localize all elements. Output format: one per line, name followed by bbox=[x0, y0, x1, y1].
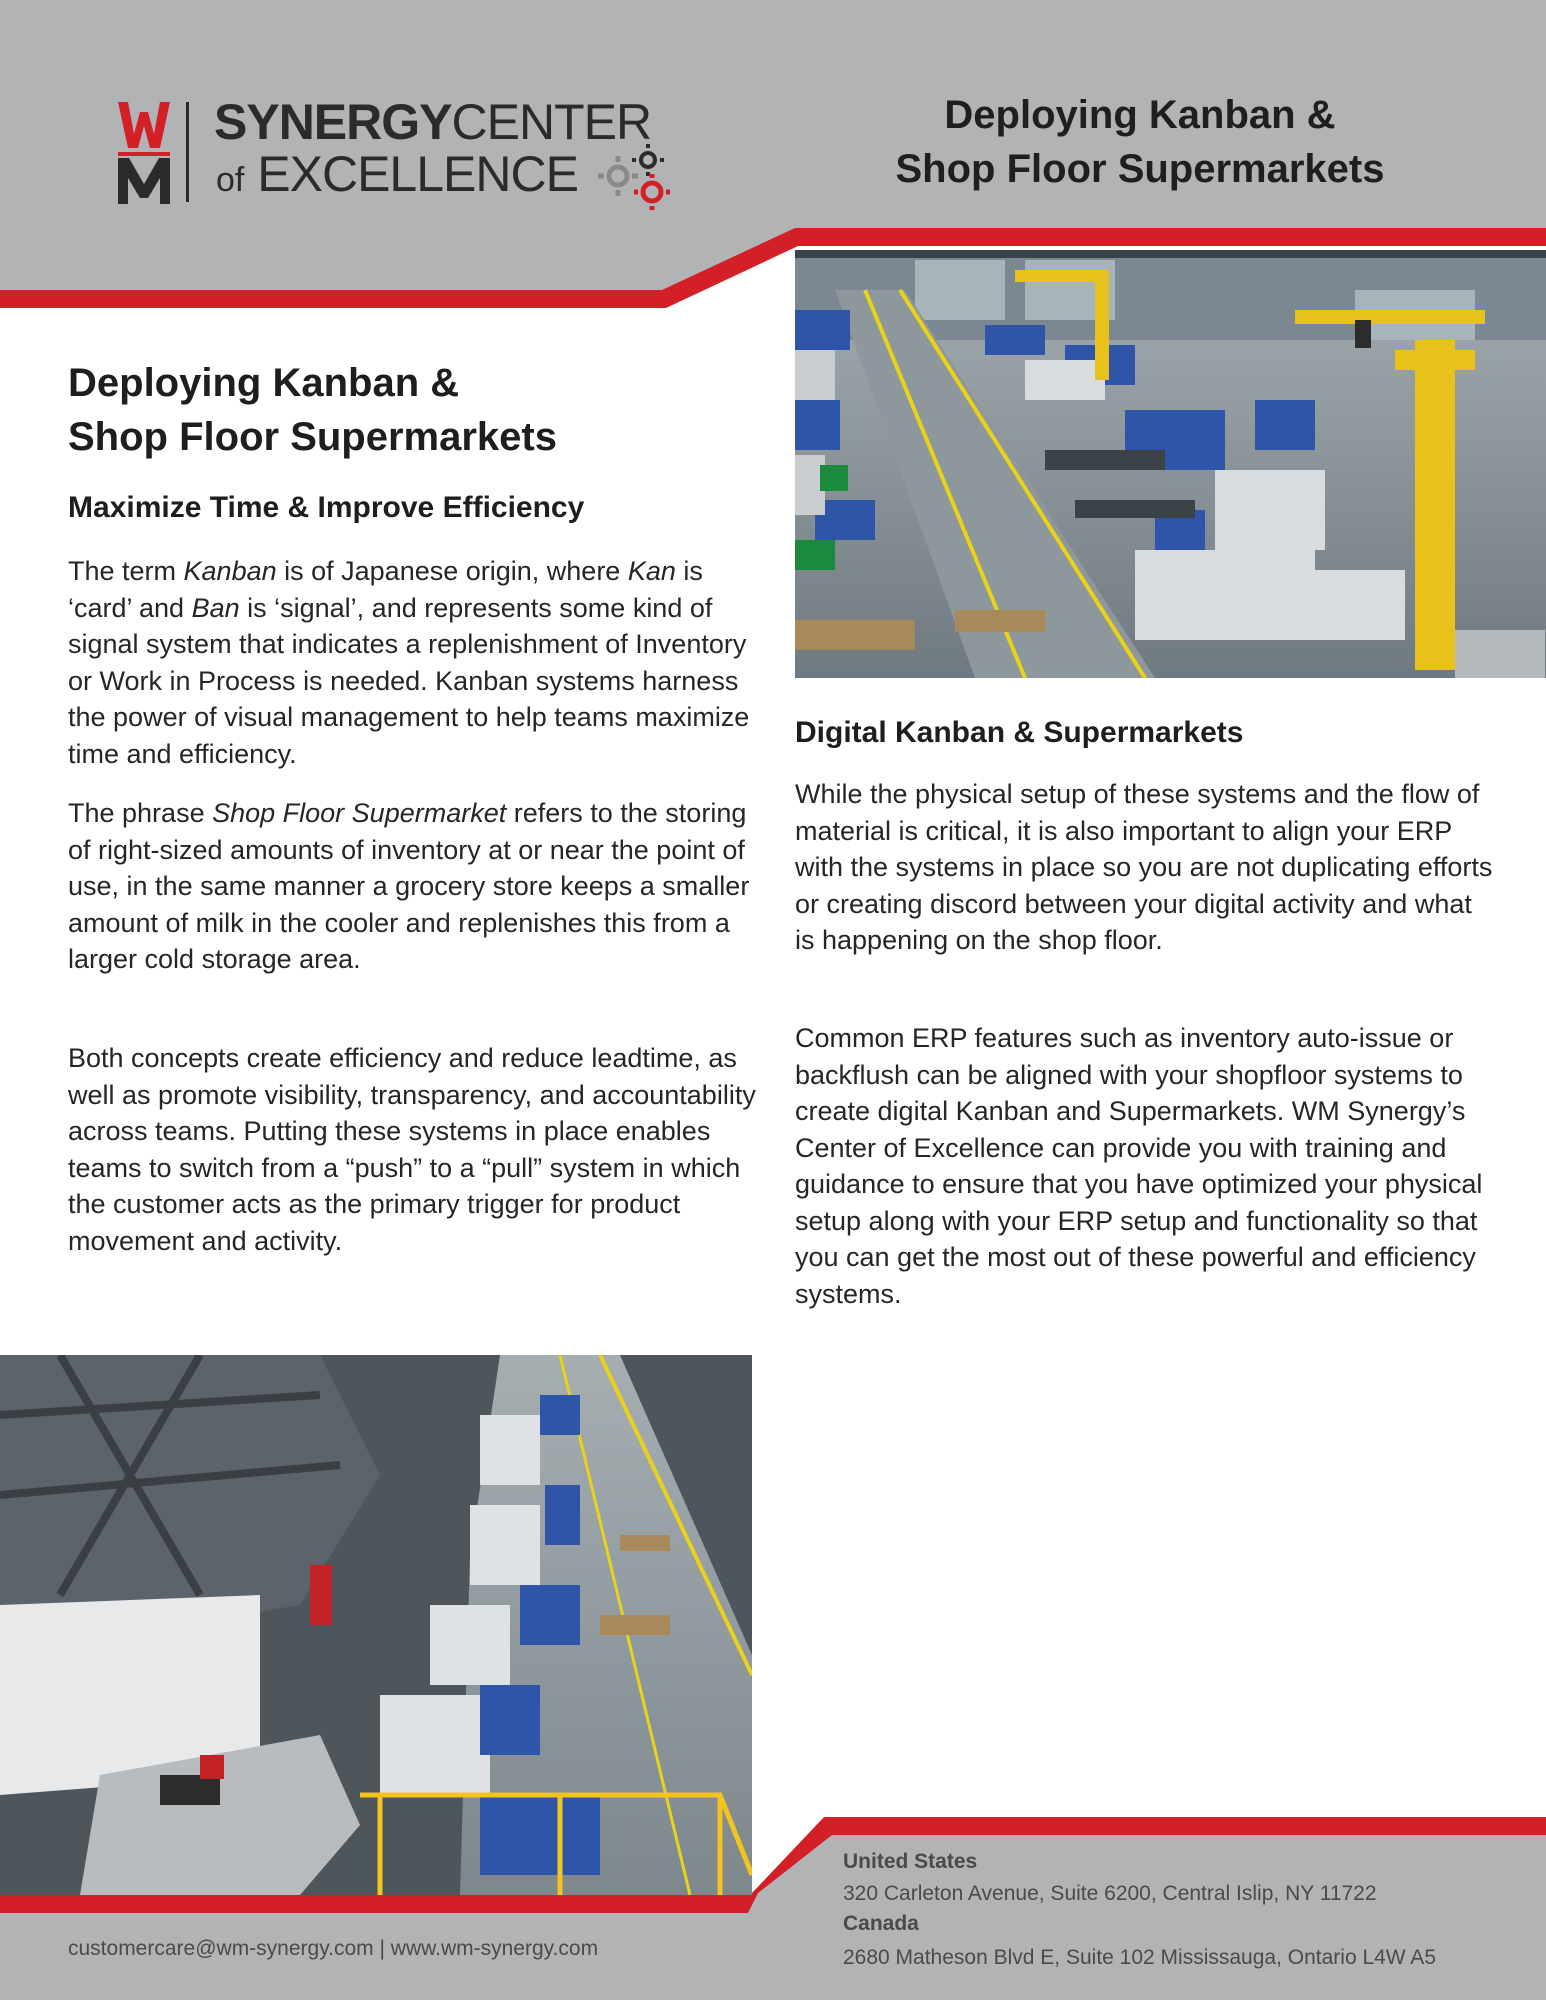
wm-logo-mark bbox=[118, 100, 170, 204]
term-kanban: Kanban bbox=[183, 556, 277, 586]
p1-text-d: is ‘signal’, and represents some kind of signal system that indicates a replenishment of Inventory or Work in Process is needed. Kanban systems harness the power of visual management to help teams maximize time and efficiency. bbox=[68, 592, 750, 769]
logo-center-text: CENTER bbox=[451, 94, 652, 150]
canada-office-label: Canada bbox=[843, 1912, 919, 1935]
erp-features-paragraph: Common ERP features such as inventory auto-issue or backflush can be aligned with your shopfloor systems to create digital Kanban and Supermarkets. WM Synergy’s Center of Excellence can provide you with training and guidance to ensure that you have optimized your physical setup along with your ERP setup and functionality so that you can get the most out of these powerful and efficiency systems. bbox=[795, 1023, 1483, 1309]
p2-text-b: refers to the storing of right-sized amounts of inventory at or near the point of use, in the same manner a grocery store keeps a smaller amount of milk in the cooler and replenishes this from a larger cold storage area. bbox=[68, 798, 750, 974]
p1-text-a: The term bbox=[68, 556, 184, 586]
factory-photo-top bbox=[795, 250, 1546, 678]
digital-kanban-heading: Digital Kanban & Supermarkets bbox=[795, 716, 1244, 749]
logo-excellence-text: EXCELLENCE bbox=[257, 146, 578, 202]
footer-contact[interactable]: customercare@wm-synergy.com | www.wm-synergy.com bbox=[68, 1937, 599, 1960]
section-subtitle: Maximize Time & Improve Efficiency bbox=[68, 491, 585, 524]
p2-text-a: The phrase bbox=[68, 798, 213, 828]
header-title-line1: Deploying Kanban & bbox=[944, 93, 1336, 137]
page-title-line1: Deploying Kanban & bbox=[68, 361, 460, 405]
erp-alignment-paragraph: While the physical setup of these systems and the flow of material is critical, it is also important to align your ERP with the systems in place so you are not duplicating efforts or creating discord between your digital activity and what is happening on the shop floor. bbox=[795, 779, 1493, 955]
term-shop-floor-supermarket: Shop Floor Supermarket bbox=[212, 798, 507, 828]
p1-text-c: is ‘card’ and bbox=[68, 556, 703, 623]
supermarket-definition-paragraph bbox=[68, 795, 768, 978]
gears-icon bbox=[596, 142, 706, 212]
logo-synergy-text: SYNERGY bbox=[214, 94, 452, 150]
term-ban: Ban bbox=[191, 592, 240, 623]
company-logo bbox=[118, 94, 718, 210]
page-title-line2: Shop Floor Supermarkets bbox=[68, 415, 557, 459]
header-title-line2: Shop Floor Supermarkets bbox=[895, 147, 1385, 191]
logo-of-excellence bbox=[216, 144, 578, 210]
canada-office-address: 2680 Matheson Blvd E, Suite 102 Mississauga, Ontario L4W A5 bbox=[843, 1946, 1436, 1969]
logo-of-text: of bbox=[216, 161, 245, 199]
header-title bbox=[800, 88, 1480, 196]
benefits-paragraph: Both concepts create efficiency and reduce leadtime, as well as promote visibility, transparency, and accountability across teams. Putting these systems in place enables teams to switch from a “push” to a “pull” system in which the customer acts as the primary trigger for product movement and activity. bbox=[68, 1043, 756, 1256]
factory-photo-bottom bbox=[0, 1355, 752, 1895]
us-office-label: United States bbox=[843, 1850, 978, 1873]
kanban-definition-paragraph bbox=[68, 553, 768, 772]
term-kan: Kan bbox=[627, 556, 676, 586]
logo-divider bbox=[186, 102, 189, 202]
logo-synergy-center bbox=[214, 92, 651, 152]
page-title bbox=[68, 356, 748, 464]
us-office-address: 320 Carleton Avenue, Suite 6200, Central Islip, NY 11722 bbox=[843, 1882, 1377, 1905]
p1-text-b: is of Japanese origin, where bbox=[276, 556, 628, 586]
